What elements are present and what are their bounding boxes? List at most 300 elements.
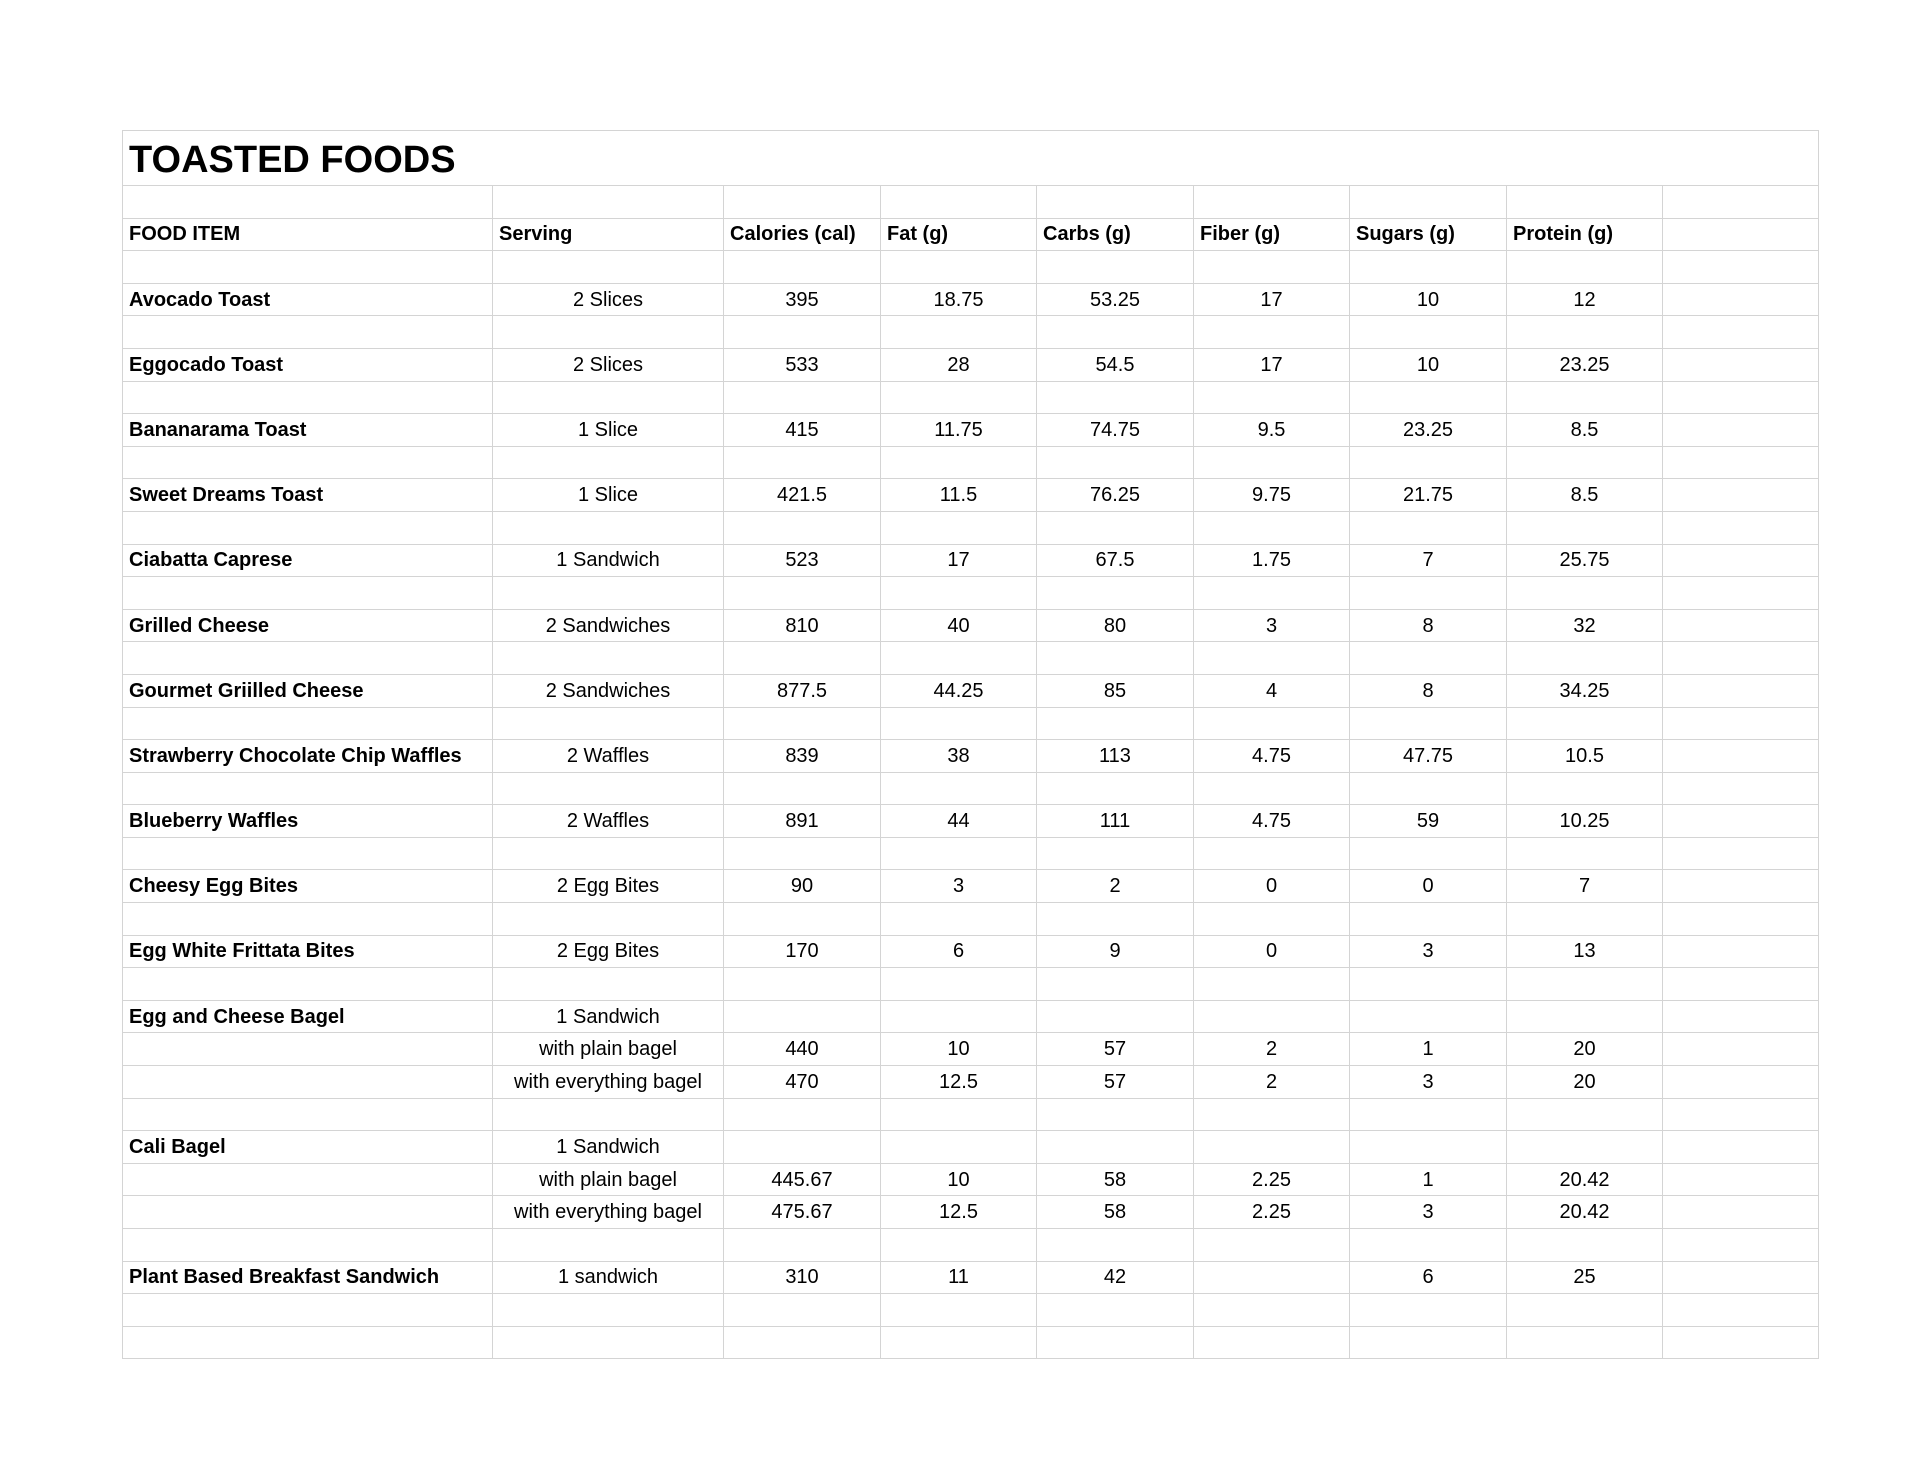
cell-fat <box>881 446 1037 479</box>
cell-food-item: Cheesy Egg Bites <box>123 870 493 903</box>
cell-serving: 1 Slice <box>493 414 724 447</box>
cell-empty <box>1663 544 1819 577</box>
table-row <box>123 1033 1819 1066</box>
cell-serving: 2 Egg Bites <box>493 870 724 903</box>
cell-fiber: 4.75 <box>1194 740 1350 773</box>
cell-fiber <box>1194 577 1350 610</box>
cell-protein <box>1507 837 1663 870</box>
table-row <box>123 251 1819 284</box>
cell-fat: 10 <box>881 1163 1037 1196</box>
cell-fat <box>881 968 1037 1001</box>
cell-food-item <box>123 772 493 805</box>
cell-calories <box>724 707 881 740</box>
cell-carbs <box>1037 903 1194 936</box>
table-row <box>123 805 1819 838</box>
cell-carbs: 53.25 <box>1037 283 1194 316</box>
cell-food-item <box>123 1294 493 1327</box>
table-row <box>123 740 1819 773</box>
cell-serving <box>493 1098 724 1131</box>
cell-fat: 3 <box>881 870 1037 903</box>
cell-carbs: 57 <box>1037 1066 1194 1099</box>
cell-protein: 20 <box>1507 1066 1663 1099</box>
cell-empty <box>1663 1326 1819 1359</box>
cell-food-item <box>123 837 493 870</box>
cell-carbs: 113 <box>1037 740 1194 773</box>
cell-serving <box>493 1326 724 1359</box>
cell-food-item <box>123 1033 493 1066</box>
cell-protein: 32 <box>1507 609 1663 642</box>
cell-fiber <box>1194 1294 1350 1327</box>
cell-fat: 12.5 <box>881 1196 1037 1229</box>
cell-fiber <box>1194 511 1350 544</box>
cell-calories: 90 <box>724 870 881 903</box>
cell-serving <box>493 316 724 349</box>
cell-calories <box>724 642 881 675</box>
cell-fiber <box>1194 1261 1350 1294</box>
spacer-row <box>123 186 1819 219</box>
cell-serving: 2 Sandwiches <box>493 609 724 642</box>
cell-empty <box>1663 903 1819 936</box>
cell-sugars <box>1350 903 1507 936</box>
cell-calories <box>724 1229 881 1262</box>
cell-food-item: Grilled Cheese <box>123 609 493 642</box>
cell-empty <box>1663 968 1819 1001</box>
cell-protein <box>1507 1131 1663 1164</box>
cell-empty <box>1663 381 1819 414</box>
cell-serving: 1 Sandwich <box>493 1131 724 1164</box>
cell-carbs: 76.25 <box>1037 479 1194 512</box>
cell-serving <box>493 381 724 414</box>
cell-sugars: 7 <box>1350 544 1507 577</box>
cell-food-item <box>123 251 493 284</box>
cell-carbs: 67.5 <box>1037 544 1194 577</box>
cell-calories <box>724 251 881 284</box>
table-row <box>123 1326 1819 1359</box>
cell-sugars: 3 <box>1350 1196 1507 1229</box>
cell-serving: with plain bagel <box>493 1163 724 1196</box>
cell-protein <box>1507 1229 1663 1262</box>
cell-serving: 1 Sandwich <box>493 544 724 577</box>
header-food-item: FOOD ITEM <box>123 218 493 251</box>
table-row <box>123 903 1819 936</box>
cell-carbs <box>1037 1000 1194 1033</box>
cell-serving <box>493 903 724 936</box>
cell-fiber <box>1194 837 1350 870</box>
cell-fiber <box>1194 772 1350 805</box>
cell-protein <box>1507 446 1663 479</box>
table-row <box>123 1098 1819 1131</box>
cell-protein: 12 <box>1507 283 1663 316</box>
cell-empty <box>1663 283 1819 316</box>
cell-protein: 20 <box>1507 1033 1663 1066</box>
cell-calories <box>724 968 881 1001</box>
cell-sugars: 3 <box>1350 935 1507 968</box>
header-empty <box>1663 218 1819 251</box>
cell-fiber: 3 <box>1194 609 1350 642</box>
cell-protein <box>1507 772 1663 805</box>
cell-empty <box>1663 1000 1819 1033</box>
cell-serving: with everything bagel <box>493 1066 724 1099</box>
cell-protein <box>1507 1326 1663 1359</box>
cell-food-item <box>123 577 493 610</box>
cell-fat <box>881 316 1037 349</box>
cell-calories <box>724 903 881 936</box>
cell-serving <box>493 1229 724 1262</box>
cell-calories: 170 <box>724 935 881 968</box>
sheet-title: TOASTED FOODS <box>123 131 1819 186</box>
cell-fat: 11.75 <box>881 414 1037 447</box>
table-row <box>123 1196 1819 1229</box>
table-row <box>123 674 1819 707</box>
cell-food-item <box>123 1066 493 1099</box>
cell-serving <box>493 837 724 870</box>
cell-empty <box>1663 805 1819 838</box>
cell-fiber <box>1194 1000 1350 1033</box>
cell-fiber <box>1194 1229 1350 1262</box>
cell-carbs <box>1037 1229 1194 1262</box>
cell-serving: 2 Waffles <box>493 740 724 773</box>
table-row <box>123 316 1819 349</box>
cell-empty <box>1663 1033 1819 1066</box>
cell-serving: 1 Slice <box>493 479 724 512</box>
cell-empty <box>1663 1131 1819 1164</box>
cell-serving <box>493 577 724 610</box>
header-sugars: Sugars (g) <box>1350 218 1507 251</box>
header-row <box>123 218 1819 251</box>
cell-sugars: 47.75 <box>1350 740 1507 773</box>
cell-fiber <box>1194 381 1350 414</box>
cell-food-item: Cali Bagel <box>123 1131 493 1164</box>
cell-sugars: 6 <box>1350 1261 1507 1294</box>
cell-food-item: Egg White Frittata Bites <box>123 935 493 968</box>
cell-carbs: 54.5 <box>1037 348 1194 381</box>
table-row <box>123 642 1819 675</box>
cell-sugars: 3 <box>1350 1066 1507 1099</box>
cell-protein <box>1507 381 1663 414</box>
cell-serving: with plain bagel <box>493 1033 724 1066</box>
cell-protein <box>1507 642 1663 675</box>
cell-calories <box>724 1131 881 1164</box>
cell-protein <box>1507 707 1663 740</box>
cell-protein: 20.42 <box>1507 1163 1663 1196</box>
cell-fiber: 9.75 <box>1194 479 1350 512</box>
cell-sugars: 21.75 <box>1350 479 1507 512</box>
cell-food-item: Ciabatta Caprese <box>123 544 493 577</box>
cell-fat: 44.25 <box>881 674 1037 707</box>
cell-sugars: 59 <box>1350 805 1507 838</box>
cell-fat <box>881 1294 1037 1327</box>
cell-calories: 440 <box>724 1033 881 1066</box>
cell-fat <box>881 837 1037 870</box>
cell-empty <box>1663 1294 1819 1327</box>
cell-empty <box>1663 577 1819 610</box>
cell-calories <box>724 1294 881 1327</box>
table-row <box>123 544 1819 577</box>
table-row <box>123 414 1819 447</box>
cell-sugars: 23.25 <box>1350 414 1507 447</box>
cell-food-item <box>123 446 493 479</box>
cell-fiber: 17 <box>1194 283 1350 316</box>
cell-food-item <box>123 968 493 1001</box>
cell-fiber: 0 <box>1194 870 1350 903</box>
cell-empty <box>1663 870 1819 903</box>
cell-sugars <box>1350 1098 1507 1131</box>
cell-fiber: 0 <box>1194 935 1350 968</box>
cell-carbs: 74.75 <box>1037 414 1194 447</box>
cell-fiber <box>1194 251 1350 284</box>
cell-sugars <box>1350 772 1507 805</box>
cell-sugars <box>1350 1229 1507 1262</box>
cell-serving <box>493 251 724 284</box>
cell-calories: 877.5 <box>724 674 881 707</box>
cell-carbs: 111 <box>1037 805 1194 838</box>
cell-fiber <box>1194 968 1350 1001</box>
cell-protein <box>1507 251 1663 284</box>
table-row <box>123 348 1819 381</box>
cell-sugars <box>1350 1131 1507 1164</box>
cell-empty <box>1663 479 1819 512</box>
cell-fiber: 4.75 <box>1194 805 1350 838</box>
cell-carbs <box>1037 642 1194 675</box>
cell-fat <box>881 1326 1037 1359</box>
cell-carbs <box>1037 707 1194 740</box>
cell-fiber: 2.25 <box>1194 1163 1350 1196</box>
cell-protein: 20.42 <box>1507 1196 1663 1229</box>
cell-empty <box>1663 935 1819 968</box>
cell-fat <box>881 1098 1037 1131</box>
cell-empty <box>1663 740 1819 773</box>
cell-sugars <box>1350 1294 1507 1327</box>
cell-carbs <box>1037 837 1194 870</box>
cell-food-item <box>123 1229 493 1262</box>
header-fiber: Fiber (g) <box>1194 218 1350 251</box>
cell-food-item: Sweet Dreams Toast <box>123 479 493 512</box>
cell-protein: 25.75 <box>1507 544 1663 577</box>
cell-calories <box>724 577 881 610</box>
cell-sugars <box>1350 446 1507 479</box>
cell-protein: 25 <box>1507 1261 1663 1294</box>
cell-carbs <box>1037 1098 1194 1131</box>
cell-carbs <box>1037 511 1194 544</box>
cell-sugars <box>1350 577 1507 610</box>
cell-fiber <box>1194 446 1350 479</box>
cell-food-item: Bananarama Toast <box>123 414 493 447</box>
cell-calories <box>724 772 881 805</box>
nutrition-sheet <box>122 130 1819 1359</box>
cell-fiber <box>1194 707 1350 740</box>
cell-calories: 523 <box>724 544 881 577</box>
cell-calories <box>724 446 881 479</box>
header-protein: Protein (g) <box>1507 218 1663 251</box>
cell-food-item <box>123 1196 493 1229</box>
cell-calories <box>724 1098 881 1131</box>
header-calories: Calories (cal) <box>724 218 881 251</box>
cell-empty <box>1663 511 1819 544</box>
cell-empty <box>1663 1196 1819 1229</box>
cell-food-item <box>123 381 493 414</box>
cell-food-item <box>123 642 493 675</box>
cell-fat <box>881 1000 1037 1033</box>
cell-carbs <box>1037 1326 1194 1359</box>
table-row <box>123 283 1819 316</box>
cell-serving <box>493 511 724 544</box>
cell-sugars <box>1350 707 1507 740</box>
cell-calories: 395 <box>724 283 881 316</box>
table-row <box>123 707 1819 740</box>
cell-fat: 44 <box>881 805 1037 838</box>
table-row <box>123 609 1819 642</box>
table-row <box>123 479 1819 512</box>
cell-protein: 23.25 <box>1507 348 1663 381</box>
cell-serving: 2 Sandwiches <box>493 674 724 707</box>
cell-calories <box>724 1000 881 1033</box>
cell-fat <box>881 511 1037 544</box>
cell-calories <box>724 316 881 349</box>
cell-calories: 310 <box>724 1261 881 1294</box>
cell-fiber <box>1194 903 1350 936</box>
cell-serving: 2 Egg Bites <box>493 935 724 968</box>
cell-protein: 7 <box>1507 870 1663 903</box>
cell-calories: 470 <box>724 1066 881 1099</box>
cell-fiber: 2 <box>1194 1066 1350 1099</box>
cell-empty <box>1663 316 1819 349</box>
cell-serving: 2 Slices <box>493 348 724 381</box>
cell-protein: 34.25 <box>1507 674 1663 707</box>
table-row <box>123 511 1819 544</box>
cell-serving: 2 Waffles <box>493 805 724 838</box>
cell-fiber: 1.75 <box>1194 544 1350 577</box>
cell-food-item: Gourmet Griilled Cheese <box>123 674 493 707</box>
cell-empty <box>1663 1066 1819 1099</box>
cell-protein <box>1507 1098 1663 1131</box>
cell-fat: 17 <box>881 544 1037 577</box>
cell-food-item <box>123 903 493 936</box>
cell-protein <box>1507 316 1663 349</box>
cell-carbs <box>1037 446 1194 479</box>
cell-sugars <box>1350 1326 1507 1359</box>
cell-sugars: 1 <box>1350 1163 1507 1196</box>
cell-empty <box>1663 1229 1819 1262</box>
cell-empty <box>1663 1163 1819 1196</box>
cell-carbs: 58 <box>1037 1163 1194 1196</box>
cell-fat: 38 <box>881 740 1037 773</box>
cell-serving: 1 sandwich <box>493 1261 724 1294</box>
cell-fat <box>881 577 1037 610</box>
cell-empty <box>1663 642 1819 675</box>
cell-calories: 475.67 <box>724 1196 881 1229</box>
cell-fiber: 17 <box>1194 348 1350 381</box>
cell-empty <box>1663 1098 1819 1131</box>
cell-protein: 8.5 <box>1507 479 1663 512</box>
table-row <box>123 1066 1819 1099</box>
table-row <box>123 1163 1819 1196</box>
cell-food-item: Strawberry Chocolate Chip Waffles <box>123 740 493 773</box>
cell-calories <box>724 381 881 414</box>
cell-sugars: 0 <box>1350 870 1507 903</box>
cell-fiber: 4 <box>1194 674 1350 707</box>
cell-fat <box>881 251 1037 284</box>
cell-carbs: 80 <box>1037 609 1194 642</box>
cell-fat: 40 <box>881 609 1037 642</box>
cell-fiber: 2.25 <box>1194 1196 1350 1229</box>
title-row <box>123 131 1819 186</box>
cell-carbs: 2 <box>1037 870 1194 903</box>
cell-food-item <box>123 1326 493 1359</box>
cell-fat <box>881 1229 1037 1262</box>
cell-protein: 13 <box>1507 935 1663 968</box>
cell-calories: 445.67 <box>724 1163 881 1196</box>
cell-fat: 12.5 <box>881 1066 1037 1099</box>
cell-empty <box>1663 251 1819 284</box>
cell-serving: 1 Sandwich <box>493 1000 724 1033</box>
cell-sugars <box>1350 316 1507 349</box>
cell-empty <box>1663 772 1819 805</box>
cell-fat <box>881 903 1037 936</box>
cell-calories <box>724 837 881 870</box>
cell-food-item: Avocado Toast <box>123 283 493 316</box>
cell-sugars: 10 <box>1350 283 1507 316</box>
cell-protein <box>1507 968 1663 1001</box>
cell-food-item <box>123 707 493 740</box>
cell-food-item: Plant Based Breakfast Sandwich <box>123 1261 493 1294</box>
cell-sugars <box>1350 511 1507 544</box>
cell-empty <box>1663 348 1819 381</box>
cell-protein: 8.5 <box>1507 414 1663 447</box>
cell-empty <box>1663 674 1819 707</box>
cell-serving <box>493 772 724 805</box>
cell-fat <box>881 1131 1037 1164</box>
cell-carbs: 9 <box>1037 935 1194 968</box>
cell-fat: 6 <box>881 935 1037 968</box>
cell-fat <box>881 642 1037 675</box>
cell-carbs: 57 <box>1037 1033 1194 1066</box>
cell-calories <box>724 1326 881 1359</box>
cell-carbs <box>1037 251 1194 284</box>
cell-carbs: 42 <box>1037 1261 1194 1294</box>
cell-sugars <box>1350 251 1507 284</box>
table-row <box>123 381 1819 414</box>
table-row <box>123 1261 1819 1294</box>
cell-serving <box>493 642 724 675</box>
cell-calories: 533 <box>724 348 881 381</box>
table-row <box>123 446 1819 479</box>
cell-protein: 10.5 <box>1507 740 1663 773</box>
cell-fiber <box>1194 1131 1350 1164</box>
cell-fat: 11.5 <box>881 479 1037 512</box>
table-row <box>123 837 1819 870</box>
cell-empty <box>1663 446 1819 479</box>
cell-food-item: Eggocado Toast <box>123 348 493 381</box>
table-row <box>123 935 1819 968</box>
cell-calories: 810 <box>724 609 881 642</box>
cell-carbs: 85 <box>1037 674 1194 707</box>
cell-calories: 421.5 <box>724 479 881 512</box>
cell-sugars <box>1350 837 1507 870</box>
cell-calories: 415 <box>724 414 881 447</box>
table-row <box>123 1229 1819 1262</box>
table-row <box>123 1294 1819 1327</box>
cell-fat <box>881 772 1037 805</box>
cell-food-item <box>123 1098 493 1131</box>
cell-fat: 28 <box>881 348 1037 381</box>
table-row <box>123 1131 1819 1164</box>
cell-calories <box>724 511 881 544</box>
cell-carbs <box>1037 772 1194 805</box>
cell-food-item: Egg and Cheese Bagel <box>123 1000 493 1033</box>
cell-sugars: 8 <box>1350 674 1507 707</box>
cell-fiber <box>1194 642 1350 675</box>
cell-food-item <box>123 511 493 544</box>
